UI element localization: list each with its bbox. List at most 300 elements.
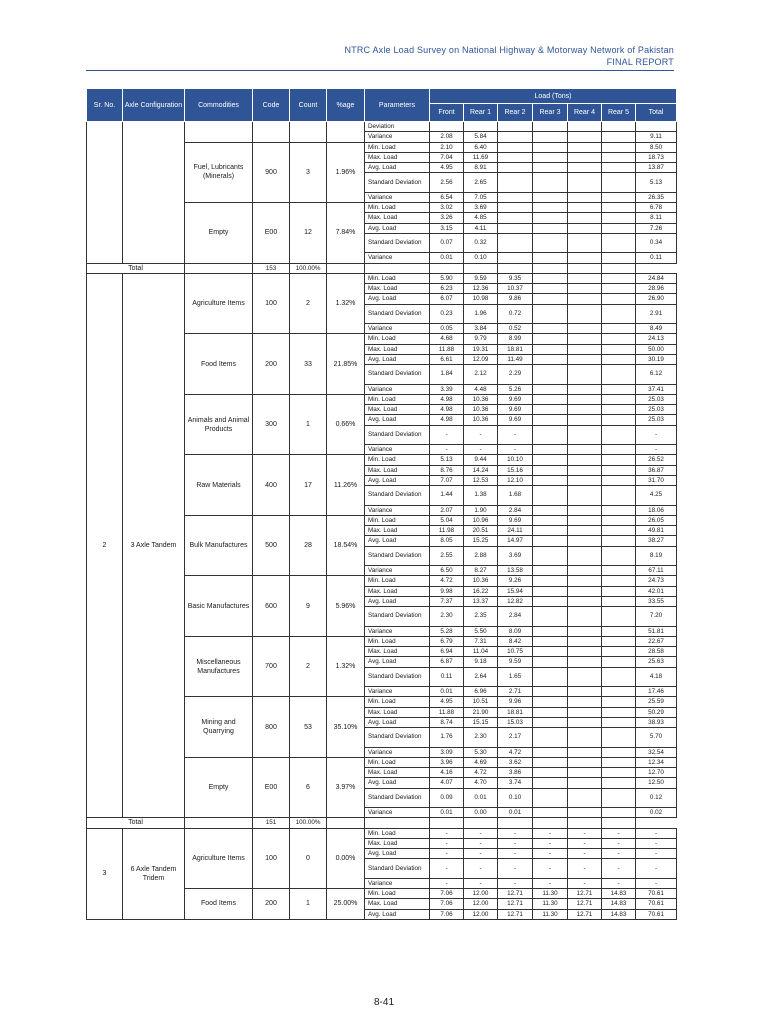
load-value-cell: 2.64 xyxy=(464,667,498,687)
col-header-parameters: Parameters xyxy=(365,89,430,122)
parameter-cell: Min. Load xyxy=(365,455,430,465)
load-value-cell: 2.17 xyxy=(498,728,533,748)
load-value-cell: 8.42 xyxy=(498,636,533,646)
code-cell xyxy=(253,122,290,143)
load-value-cell xyxy=(533,354,568,364)
load-value-cell: 3.15 xyxy=(430,223,464,233)
load-value-cell: 21.90 xyxy=(464,707,498,717)
load-value-cell xyxy=(533,384,568,394)
header-divider xyxy=(86,70,674,71)
load-value-cell: 1.65 xyxy=(498,667,533,687)
commodity-cell: Basic Manufactures xyxy=(185,576,253,637)
count-cell xyxy=(290,122,327,143)
load-value-cell: - xyxy=(636,878,677,888)
load-value-cell xyxy=(533,576,568,586)
load-value-cell xyxy=(602,223,636,233)
load-value-cell: 3.69 xyxy=(464,203,498,213)
col-header-front: Front xyxy=(430,104,464,122)
load-value-cell: 2.35 xyxy=(464,607,498,627)
load-value-cell: 4.72 xyxy=(498,747,533,757)
load-value-cell: 6.40 xyxy=(464,142,498,152)
load-value-cell xyxy=(568,747,602,757)
load-value-cell: 5.04 xyxy=(430,515,464,525)
load-value-cell: 0.11 xyxy=(430,667,464,687)
load-value-cell xyxy=(533,596,568,606)
load-value-cell: - xyxy=(602,828,636,838)
load-value-cell xyxy=(568,687,602,697)
load-value-cell: 5.28 xyxy=(430,626,464,636)
load-value-cell: 24.13 xyxy=(636,334,677,344)
load-value-cell xyxy=(498,818,533,828)
load-value-cell xyxy=(568,546,602,566)
percentage-cell xyxy=(327,122,365,143)
load-value-cell xyxy=(568,728,602,748)
load-value-cell: 1.76 xyxy=(430,728,464,748)
parameter-cell: Standard Deviation xyxy=(365,728,430,748)
load-value-cell: - xyxy=(533,838,568,848)
load-value-cell xyxy=(533,818,568,828)
load-value-cell xyxy=(602,233,636,253)
percentage-cell: 7.84% xyxy=(327,203,365,264)
load-value-cell xyxy=(568,203,602,213)
load-value-cell: - xyxy=(498,849,533,859)
load-value-cell xyxy=(602,344,636,354)
load-value-cell xyxy=(602,445,636,455)
parameter-cell: Avg. Load xyxy=(365,223,430,233)
parameter-cell: Max. Load xyxy=(365,768,430,778)
load-value-cell: 5.84 xyxy=(464,132,498,142)
load-value-cell: 15.16 xyxy=(498,465,533,475)
load-value-cell: 2.55 xyxy=(430,546,464,566)
load-value-cell: 28.96 xyxy=(636,284,677,294)
load-value-cell: 38.27 xyxy=(636,536,677,546)
load-value-cell xyxy=(568,344,602,354)
load-value-cell xyxy=(568,223,602,233)
load-value-cell xyxy=(568,273,602,283)
load-value-cell: 11.30 xyxy=(533,909,568,919)
load-value-cell: - xyxy=(430,859,464,879)
commodity-cell: Agriculture Items xyxy=(185,273,253,334)
col-header-rear-1: Rear 1 xyxy=(464,104,498,122)
load-value-cell: 4.11 xyxy=(464,223,498,233)
code-cell: 700 xyxy=(253,636,290,697)
load-value-cell: 2.84 xyxy=(498,607,533,627)
load-value-cell: 9.18 xyxy=(464,657,498,667)
load-value-cell xyxy=(602,132,636,142)
code-cell: E00 xyxy=(253,203,290,264)
load-value-cell xyxy=(602,566,636,576)
load-value-cell xyxy=(602,253,636,263)
parameter-cell: Max. Load xyxy=(365,465,430,475)
load-value-cell: 28.58 xyxy=(636,647,677,657)
commodity-cell: Raw Materials xyxy=(185,455,253,516)
total-label: Total xyxy=(87,818,185,828)
col-header-count: Count xyxy=(290,89,327,122)
load-value-cell xyxy=(602,747,636,757)
percentage-cell: 3.97% xyxy=(327,757,365,818)
load-value-cell xyxy=(568,647,602,657)
code-cell: 600 xyxy=(253,576,290,637)
load-value-cell: 11.30 xyxy=(533,889,568,899)
load-value-cell xyxy=(568,465,602,475)
load-value-cell: 13.87 xyxy=(636,163,677,173)
load-value-cell: 0.32 xyxy=(464,233,498,253)
parameter-cell: Deviation xyxy=(365,122,430,132)
load-value-cell: - xyxy=(636,828,677,838)
load-value-cell: 7.26 xyxy=(636,223,677,233)
load-value-cell: - xyxy=(602,849,636,859)
load-value-cell: 0.12 xyxy=(636,788,677,808)
load-value-cell: 7.06 xyxy=(430,909,464,919)
count-cell: 6 xyxy=(290,757,327,818)
load-value-cell: 7.06 xyxy=(430,899,464,909)
load-value-cell: - xyxy=(636,859,677,879)
load-value-cell xyxy=(568,636,602,646)
load-value-cell xyxy=(602,486,636,506)
load-value-cell: 14.97 xyxy=(498,536,533,546)
commodity-cell: Animals and Animal Products xyxy=(185,394,253,455)
load-value-cell: 8.27 xyxy=(464,566,498,576)
load-value-cell: 0.09 xyxy=(430,788,464,808)
load-value-cell: 7.20 xyxy=(636,607,677,627)
load-value-cell: 9.79 xyxy=(464,334,498,344)
load-value-cell xyxy=(533,445,568,455)
parameter-cell: Avg. Load xyxy=(365,475,430,485)
parameter-cell: Min. Load xyxy=(365,273,430,283)
load-value-cell: 9.35 xyxy=(498,273,533,283)
load-value-cell xyxy=(602,284,636,294)
parameter-cell: Variance xyxy=(365,253,430,263)
code-cell: 400 xyxy=(253,455,290,516)
parameter-cell: Max. Load xyxy=(365,284,430,294)
load-value-cell xyxy=(568,818,602,828)
load-value-cell: 0.10 xyxy=(464,253,498,263)
col-header-sr-no: Sr. No. xyxy=(87,89,123,122)
load-value-cell: 9.11 xyxy=(636,132,677,142)
load-value-cell: 6.78 xyxy=(636,203,677,213)
parameter-cell: Standard Deviation xyxy=(365,486,430,506)
load-value-cell: - xyxy=(533,849,568,859)
load-value-cell xyxy=(602,596,636,606)
load-value-cell: 15.94 xyxy=(498,586,533,596)
load-value-cell xyxy=(568,173,602,193)
load-value-cell: - xyxy=(498,859,533,879)
load-value-cell: 9.98 xyxy=(430,586,464,596)
code-cell: 800 xyxy=(253,697,290,758)
parameter-cell: Standard Deviation xyxy=(365,667,430,687)
load-value-cell: - xyxy=(498,878,533,888)
load-value-cell: 4.98 xyxy=(430,415,464,425)
load-value-cell: 25.03 xyxy=(636,415,677,425)
load-value-cell: 4.98 xyxy=(430,405,464,415)
code-cell xyxy=(185,818,253,828)
load-value-cell: 4.85 xyxy=(464,213,498,223)
axle-load-table-container xyxy=(86,88,676,920)
load-value-cell: 6.61 xyxy=(430,354,464,364)
code-cell: 100 xyxy=(253,828,290,889)
load-value-cell xyxy=(533,768,568,778)
parameter-cell: Variance xyxy=(365,192,430,202)
load-value-cell xyxy=(533,122,568,132)
load-value-cell xyxy=(602,536,636,546)
load-value-cell xyxy=(602,647,636,657)
load-value-cell: 12.71 xyxy=(498,889,533,899)
axle-load-table xyxy=(86,88,677,920)
load-value-cell xyxy=(602,405,636,415)
load-value-cell: 3.39 xyxy=(430,384,464,394)
load-value-cell: - xyxy=(636,425,677,445)
load-value-cell xyxy=(602,384,636,394)
load-value-cell xyxy=(533,304,568,324)
load-value-cell xyxy=(602,788,636,808)
parameter-cell: Max. Load xyxy=(365,213,430,223)
load-value-cell xyxy=(602,394,636,404)
load-value-cell: 8.09 xyxy=(498,626,533,636)
load-value-cell: - xyxy=(464,425,498,445)
parameter-cell: Max. Load xyxy=(365,152,430,162)
parameter-cell xyxy=(327,263,365,273)
load-value-cell: 10.10 xyxy=(498,455,533,465)
load-value-cell: 2.88 xyxy=(464,546,498,566)
load-value-cell: 2.12 xyxy=(464,365,498,385)
parameter-cell: Standard Deviation xyxy=(365,859,430,879)
load-value-cell xyxy=(498,132,533,142)
load-value-cell: 0.52 xyxy=(498,324,533,334)
load-value-cell: 4.72 xyxy=(464,768,498,778)
load-value-cell xyxy=(602,768,636,778)
load-value-cell xyxy=(533,192,568,202)
col-header-total: Total xyxy=(636,104,677,122)
load-value-cell: 42.01 xyxy=(636,586,677,596)
load-value-cell: 25.59 xyxy=(636,697,677,707)
load-value-cell xyxy=(568,122,602,132)
axle-config-cell: 3 Axle Tandem xyxy=(123,273,185,818)
load-value-cell xyxy=(602,657,636,667)
load-value-cell xyxy=(602,586,636,596)
load-value-cell xyxy=(533,626,568,636)
load-value-cell xyxy=(602,818,636,828)
load-value-cell xyxy=(533,707,568,717)
sr-no-cell: 3 xyxy=(87,828,123,919)
parameter-cell: Min. Load xyxy=(365,394,430,404)
load-value-cell: 12.82 xyxy=(498,596,533,606)
load-value-cell: 2.08 xyxy=(430,132,464,142)
load-value-cell: 14.83 xyxy=(602,889,636,899)
load-value-cell: - xyxy=(430,849,464,859)
total-label: Total xyxy=(87,263,185,273)
load-value-cell xyxy=(602,697,636,707)
parameter-cell: Min. Load xyxy=(365,576,430,586)
load-value-cell: 8.99 xyxy=(498,334,533,344)
commodity-cell xyxy=(185,122,253,143)
parameter-cell: Avg. Load xyxy=(365,657,430,667)
load-value-cell xyxy=(568,445,602,455)
load-value-cell: 25.03 xyxy=(636,394,677,404)
load-value-cell xyxy=(533,152,568,162)
load-value-cell xyxy=(533,223,568,233)
load-value-cell xyxy=(568,354,602,364)
report-subtitle: FINAL REPORT xyxy=(606,57,674,67)
load-value-cell xyxy=(568,394,602,404)
col-header-percentage: %age xyxy=(327,89,365,122)
load-value-cell: 0.01 xyxy=(430,253,464,263)
load-value-cell: 10.36 xyxy=(464,415,498,425)
load-value-cell: 6.96 xyxy=(464,687,498,697)
load-value-cell: 3.86 xyxy=(498,768,533,778)
load-value-cell xyxy=(533,334,568,344)
load-value-cell: 30.19 xyxy=(636,354,677,364)
load-value-cell xyxy=(533,717,568,727)
load-value-cell xyxy=(533,213,568,223)
load-value-cell: 7.04 xyxy=(430,152,464,162)
load-value-cell xyxy=(568,566,602,576)
code-cell: 200 xyxy=(253,889,290,920)
load-value-cell xyxy=(602,757,636,767)
load-value-cell: 19.31 xyxy=(464,344,498,354)
load-value-cell xyxy=(568,536,602,546)
load-value-cell xyxy=(533,465,568,475)
load-value-cell xyxy=(533,515,568,525)
count-cell: 53 xyxy=(290,697,327,758)
parameter-cell: Min. Load xyxy=(365,203,430,213)
parameter-cell: Variance xyxy=(365,747,430,757)
load-value-cell: 9.96 xyxy=(498,697,533,707)
load-value-cell xyxy=(568,405,602,415)
load-value-cell: 10.96 xyxy=(464,515,498,525)
percentage-cell: 1.32% xyxy=(327,636,365,697)
load-value-cell: 2.65 xyxy=(464,173,498,193)
load-value-cell: 12.70 xyxy=(636,768,677,778)
parameter-cell: Variance xyxy=(365,566,430,576)
load-value-cell: 6.54 xyxy=(430,192,464,202)
load-value-cell: 3.09 xyxy=(430,747,464,757)
load-value-cell: 12.71 xyxy=(498,899,533,909)
load-value-cell: 18.73 xyxy=(636,152,677,162)
load-value-cell xyxy=(533,344,568,354)
load-value-cell xyxy=(602,415,636,425)
load-value-cell xyxy=(602,354,636,364)
load-value-cell xyxy=(568,294,602,304)
load-value-cell: 4.95 xyxy=(430,697,464,707)
count-cell: 33 xyxy=(290,334,327,395)
load-value-cell xyxy=(533,808,568,818)
commodity-cell: Food Items xyxy=(185,889,253,920)
load-value-cell xyxy=(533,142,568,152)
load-value-cell xyxy=(568,425,602,445)
parameter-cell: Max. Load xyxy=(365,405,430,415)
load-value-cell: 0.11 xyxy=(636,253,677,263)
load-value-cell: 4.18 xyxy=(636,667,677,687)
load-value-cell: 17.46 xyxy=(636,687,677,697)
percentage-cell: 11.26% xyxy=(327,455,365,516)
load-value-cell: 22.67 xyxy=(636,636,677,646)
code-cell: E00 xyxy=(253,757,290,818)
load-value-cell xyxy=(636,122,677,132)
percentage-cell: 1.96% xyxy=(327,142,365,203)
count-cell: 28 xyxy=(290,515,327,576)
load-value-cell: 25.63 xyxy=(636,657,677,667)
parameter-cell xyxy=(327,818,365,828)
load-value-cell: 4.07 xyxy=(430,778,464,788)
load-value-cell xyxy=(533,405,568,415)
load-value-cell: - xyxy=(636,445,677,455)
load-value-cell: 4.72 xyxy=(430,576,464,586)
load-value-cell xyxy=(602,505,636,515)
count-cell: 3 xyxy=(290,142,327,203)
load-value-cell xyxy=(568,284,602,294)
percentage-cell: 0.00% xyxy=(327,828,365,889)
parameter-cell: Standard Deviation xyxy=(365,546,430,566)
load-value-cell xyxy=(365,263,430,273)
load-value-cell: - xyxy=(568,859,602,879)
load-value-cell: 2.29 xyxy=(498,365,533,385)
load-value-cell: - xyxy=(636,849,677,859)
commodity-cell: Bulk Manufactures xyxy=(185,515,253,576)
commodity-cell: Empty xyxy=(185,203,253,264)
load-value-cell: 26.52 xyxy=(636,455,677,465)
load-value-cell: 9.69 xyxy=(498,405,533,415)
load-value-cell: 8.76 xyxy=(430,465,464,475)
load-value-cell: 9.86 xyxy=(498,294,533,304)
load-value-cell xyxy=(568,505,602,515)
load-value-cell: 2.10 xyxy=(430,142,464,152)
load-value-cell: 7.06 xyxy=(430,889,464,899)
table-row xyxy=(87,122,677,132)
parameter-cell: Standard Deviation xyxy=(365,365,430,385)
load-value-cell xyxy=(602,475,636,485)
total-count: 153 xyxy=(253,263,290,273)
code-cell xyxy=(185,263,253,273)
load-value-cell xyxy=(568,132,602,142)
load-value-cell: 9.69 xyxy=(498,394,533,404)
load-value-cell xyxy=(602,636,636,646)
load-value-cell: 6.12 xyxy=(636,365,677,385)
load-value-cell xyxy=(568,596,602,606)
load-value-cell xyxy=(365,818,430,828)
load-value-cell xyxy=(533,132,568,142)
load-value-cell: 14.83 xyxy=(602,899,636,909)
load-value-cell: 4.98 xyxy=(430,394,464,404)
load-value-cell: 8.05 xyxy=(430,536,464,546)
load-value-cell xyxy=(533,505,568,515)
parameter-cell: Variance xyxy=(365,324,430,334)
parameter-cell: Min. Load xyxy=(365,334,430,344)
page-number: 8-41 xyxy=(373,997,394,1008)
load-value-cell: 36.87 xyxy=(636,465,677,475)
parameter-cell: Avg. Load xyxy=(365,354,430,364)
sr-no-cell xyxy=(87,122,123,264)
load-value-cell xyxy=(533,747,568,757)
col-header-rear-3: Rear 3 xyxy=(533,104,568,122)
load-value-cell: 5.13 xyxy=(636,173,677,193)
load-value-cell: 10.36 xyxy=(464,576,498,586)
load-value-cell: - xyxy=(498,828,533,838)
load-value-cell: 10.36 xyxy=(464,394,498,404)
load-value-cell: 4.69 xyxy=(464,757,498,767)
load-value-cell: 0.01 xyxy=(498,808,533,818)
load-value-cell: - xyxy=(568,849,602,859)
load-value-cell: - xyxy=(430,838,464,848)
total-row xyxy=(87,263,677,273)
load-value-cell xyxy=(602,526,636,536)
load-value-cell xyxy=(568,657,602,667)
load-value-cell: 11.30 xyxy=(533,899,568,909)
load-value-cell: 24.84 xyxy=(636,273,677,283)
load-value-cell: 10.98 xyxy=(464,294,498,304)
load-value-cell xyxy=(568,475,602,485)
load-value-cell: 8.19 xyxy=(636,546,677,566)
load-value-cell: 3.26 xyxy=(430,213,464,223)
